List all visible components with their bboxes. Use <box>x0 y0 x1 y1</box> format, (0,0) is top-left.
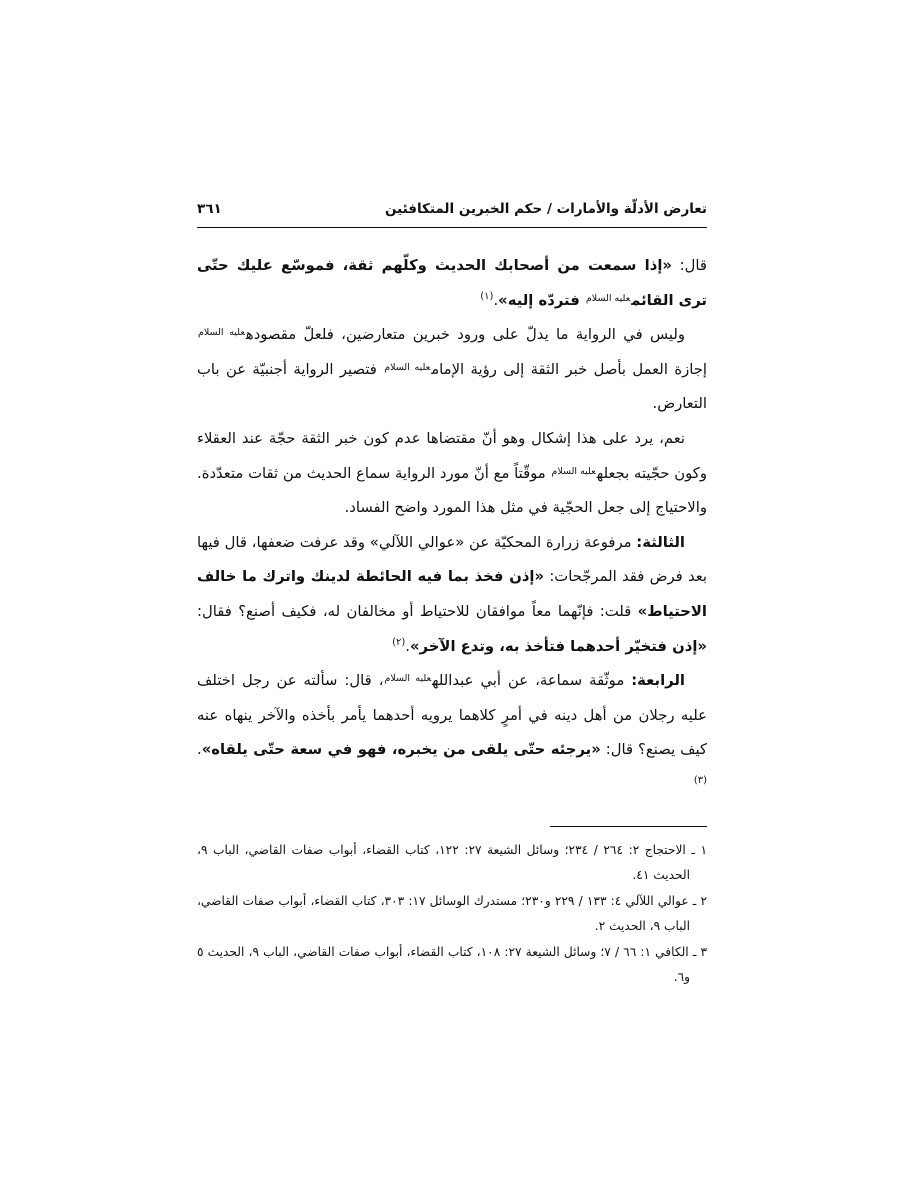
header-title: تعارض الأدلّة والأمارات / حكم الخبرين المتكافئين <box>384 201 707 217</box>
paragraph-5: الرابعة: موثّقة سماعة، عن أبي عبدالله$^{عليه السلام}$، قال: سألته عن رجل اختلف عليه رجلان من أهل دينه في أمرٍ كلاهما يرويه أحدهما يأمر بأخذه والآخر ينهاه عنه كيف يصنع؟ قال: «يرجئه حتّى يلقى من يخبره، فهو في سعة حتّى يلقاه».$^{(٣)}$ <box>197 672 708 786</box>
footnote-1: ١ ـ الاحتجاج ٢: ٢٦٤ / ٢٣٤؛ وسائل الشيعة ٢٧: ١٢٢، كتاب القضاء، أبواب صفات القاضي، الباب ٩، الحديث ٤١. <box>197 843 707 883</box>
quote-text: فتردّه إليه» <box>498 291 585 309</box>
quote-text: «إذن فخذ بما فيه الحائطة لدينك واترك ما خالف الاحتياط» <box>197 568 707 620</box>
salam-mark: عليه السلام <box>585 292 631 304</box>
quote-text: «إذا سمعت من أصحابك الحديث وكلّهم ثقة، فموسّع عليك حتّى ترى القائم <box>197 257 707 309</box>
paragraph-4: الثالثة: مرفوعة زرارة المحكيّة عن «عوالي اللآلي» وقد عرفت ضعفها، قال فيها بعد فرض فقد المرجّحات: «إذن فخذ بما فيه الحائطة لدينك واترك ما خالف الاحتياط» قلت: فإنّهما معاً موافقان للاحتياط أو مخالفان له، فكيف أصنع؟ فقال: «إذن فتخيّر أحدهما فتأخذ به، وتدع الآخر».$^{(٢)}$ <box>197 533 707 655</box>
salam-mark: عليه السلام <box>384 673 432 685</box>
quote-text: «إذن فتخيّر أحدهما فتأخذ به، وتدع الآخر» <box>410 637 707 655</box>
footnote-ref-1[interactable]: (١) <box>480 290 494 302</box>
salam-mark: عليه السلام <box>198 327 245 339</box>
running-header <box>197 197 707 221</box>
book-page <box>197 197 707 1097</box>
section-label-fourth: الرابعة: <box>631 672 685 690</box>
footnotes <box>197 838 707 990</box>
footnote-3: ٣ ـ الكافي ١: ٦٦ / ٧؛ وسائل الشيعة ٢٧: ١٠٨، كتاب القضاء، أبواب صفات القاضي، الباب ٩، الحديث ٥ و٦. <box>197 944 708 985</box>
footnote-ref-2[interactable]: (٢) <box>392 636 406 648</box>
salam-mark: عليه السلام <box>384 361 431 373</box>
paragraph-2: وليس في الرواية ما يدلّ على ورود خبرين متعارضين، فلعلّ مقصوده$^{عليه السلام}$ إجازة العمل بأصل خبر الثقة إلى رؤية الإمام$^{عليه السلام}$ فتصير الرواية أجنبيّة عن باب التعارض. <box>197 326 707 413</box>
footnote-divider <box>550 826 707 827</box>
header-divider <box>197 227 707 228</box>
section-label-third: الثالثة: <box>636 533 685 551</box>
paragraph-1: قال: «إذا سمعت من أصحابك الحديث وكلّهم ثقة، فموسّع عليك حتّى ترى القائم$^{عليه السلام}$ فتردّه إليه».$^{(١)}$ <box>197 257 707 309</box>
footnote-2: ٢ ـ عوالي اللآلي ٤: ١٣٣ / ٢٢٩ و٢٣٠؛ مستدرك الوسائل ١٧: ٣٠٣، كتاب القضاء، أبواب صفات القاضي، الباب ٩، الحديث ٢. <box>197 893 708 934</box>
paragraph-3: نعم، يرد على هذا إشكال وهو أنّ مقتضاها عدم كون خبر الثقة حجّة عند العقلاء وكون حجّيته بجعله$^{عليه السلام}$ موقّتاً مع أنّ مورد الرواية سماع الحديث من ثقات متعدّدة. والاحتياج إلى جعل الحجّية في مثل هذا المورد واضح الفساد. <box>197 429 707 517</box>
salam-mark: عليه السلام <box>551 465 596 477</box>
footnote-ref-3[interactable]: (٣) <box>693 774 707 786</box>
quote-text: «يرجئه حتّى يلقى من يخبره، فهو في سعة حتّى يلقاه» <box>201 741 601 759</box>
main-text <box>197 249 707 803</box>
page-number: ٣٦١ <box>197 201 222 217</box>
